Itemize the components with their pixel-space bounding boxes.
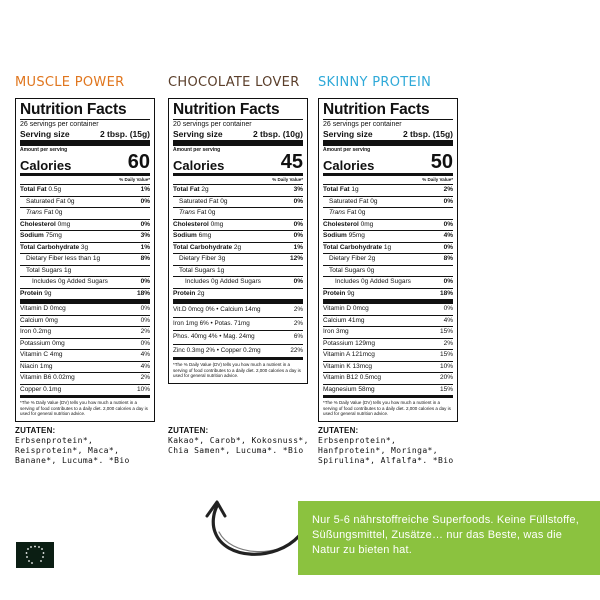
nutrient-row: Sodium 6mg 0%	[173, 231, 303, 243]
serving-size-value: 2 tbsp. (15g)	[402, 129, 453, 139]
nutrient-row: Saturated Fat 0g 0%	[173, 197, 303, 209]
vitamin-row: Phos. 40mg 4% • Mag. 24mg 6%	[173, 331, 303, 345]
vitamin-row: Iron 0.2mg 2%	[20, 327, 150, 339]
nutrient-row: Total Sugars 0g	[323, 266, 453, 278]
ingredients-text-chocolate: Kakao*, Carob*, Kokosnuss*, Chia Samen*, Lucuma*. *Bio	[168, 436, 309, 455]
vitamin-row: Vitamin B6 0.02mg 2%	[20, 373, 150, 385]
nutrient-row: Cholesterol 0mg 0%	[323, 220, 453, 232]
footnote: *The % Daily Value (DV) tells you how much a nutrient in a serving of food contributes to a daily diet. 2,000 calories a day is used for general nutrition advice.	[173, 357, 303, 379]
nutrient-row: Total Sugars 1g	[173, 266, 303, 278]
daily-value-header: % Daily Value*	[323, 176, 453, 185]
nutrient-row: Dietary Fiber 2g 8%	[323, 254, 453, 266]
vitamin-row: Vitamin C 4mg 4%	[20, 350, 150, 362]
vitamin-row: Iron 1mg 6% • Potas. 71mg 2%	[173, 318, 303, 332]
vitamin-row: Potassium 0mg 0%	[20, 339, 150, 351]
nutrient-row: Includes 0g Added Sugars 0%	[20, 277, 150, 289]
vitamin-row: Vitamin K 13mcg 10%	[323, 362, 453, 374]
superfoods-callout: Nur 5-6 nährstoffreiche Superfoods. Keine Füllstoffe, Süßungsmittel, Zusätze… nur das Beste, was die Natur zu bieten hat.	[298, 501, 600, 575]
vitamin-row: Calcium 41mg 4%	[323, 316, 453, 328]
nutrient-row: Total Carbohydrate 3g 1%	[20, 243, 150, 255]
nf-title: Nutrition Facts	[20, 101, 127, 118]
serving-size-label: Serving size	[20, 129, 70, 139]
nutrient-row: Saturated Fat 0g 0%	[20, 197, 150, 209]
nutrient-row: Cholesterol 0mg 0%	[20, 220, 150, 232]
nutrient-row: Trans Fat 0g	[173, 208, 303, 220]
calories-row	[20, 153, 150, 176]
eu-organic-leaf-logo	[16, 542, 54, 568]
ingredients-heading-chocolate: ZUTATEN:	[168, 426, 209, 435]
nutrition-label-chocolate-lover	[168, 98, 308, 384]
nutrition-label-muscle-power	[15, 98, 155, 422]
vitamin-row: Vitamin A 121mcg 15%	[323, 350, 453, 362]
serving-size-value: 2 tbsp. (10g)	[252, 129, 303, 139]
ingredients-heading-skinny: ZUTATEN:	[318, 426, 359, 435]
amount-per-serving: Amount per serving	[20, 147, 68, 153]
nutrient-row: Total Carbohydrate 2g 1%	[173, 243, 303, 255]
servings-per-container: 26 servings per container	[20, 119, 150, 129]
curved-arrow-icon	[195, 492, 305, 564]
vitamin-row: Vitamin D 0mcg 0%	[20, 304, 150, 316]
vitamin-row: Magnesium 58mg 15%	[323, 385, 453, 393]
vitamin-row: Copper 0.1mg 10%	[20, 385, 150, 393]
amount-per-serving: Amount per serving	[323, 147, 371, 153]
calories-value: 45	[280, 151, 303, 173]
calories-row	[173, 153, 303, 176]
nutrient-row: Protein 2g	[173, 289, 303, 305]
footnote: *The % Daily Value (DV) tells you how much a nutrient in a serving of food contributes to a daily diet. 2,000 calories a day is used for general nutrition advice.	[20, 395, 150, 417]
calories-label: Calories	[173, 158, 225, 173]
nutrition-label-skinny-protein	[318, 98, 458, 422]
product-title-skinny-protein: SKINNY PROTEIN	[318, 75, 432, 90]
nutrient-row: Trans Fat 0g	[20, 208, 150, 220]
vitamin-row: Niacin 1mg 4%	[20, 362, 150, 374]
calories-value: 50	[430, 151, 453, 173]
nutrient-row: Dietary Fiber 3g 12%	[173, 254, 303, 266]
vitamin-row: Zinc 0.3mg 2% • Copper 0.2mg 22%	[173, 346, 303, 354]
serving-size-value: 2 tbsp. (15g)	[99, 129, 150, 139]
vitamin-row: Vitamin D 0mcg 0%	[323, 304, 453, 316]
servings-per-container: 26 servings per container	[323, 119, 453, 129]
nutrient-row: Total Sugars 1g	[20, 266, 150, 278]
nutrient-row: Total Fat 1g 2%	[323, 185, 453, 197]
servings-per-container: 20 servings per container	[173, 119, 303, 129]
nutrient-row: Dietary Fiber less than 1g 8%	[20, 254, 150, 266]
calories-label: Calories	[323, 158, 375, 173]
daily-value-header: % Daily Value*	[20, 176, 150, 185]
nutrient-row: Trans Fat 0g	[323, 208, 453, 220]
serving-size-row	[323, 129, 453, 146]
serving-size-label: Serving size	[323, 129, 373, 139]
serving-size-label: Serving size	[173, 129, 223, 139]
nutrient-row: Includes 0g Added Sugars 0%	[173, 277, 303, 289]
vitamin-row: Calcium 0mg 0%	[20, 316, 150, 328]
vitamin-row: Vit.D 0mcg 0% • Calcium 14mg 2%	[173, 304, 303, 318]
product-title-muscle-power: MUSCLE POWER	[15, 75, 125, 90]
nutrient-row: Total Fat 2g 3%	[173, 185, 303, 197]
ingredients-text-skinny: Erbsenprotein*, Hanfprotein*, Moringa*, Spirulina*, Alfalfa*. *Bio	[318, 436, 454, 465]
leaf-stars-icon	[16, 542, 54, 568]
nutrient-row: Sodium 75mg 3%	[20, 231, 150, 243]
ingredients-text-muscle: Erbsenprotein*, Reisprotein*, Maca*, Banane*, Lucuma*. *Bio	[15, 436, 130, 465]
footnote: *The % Daily Value (DV) tells you how much a nutrient in a serving of food contributes to a daily diet. 2,000 calories a day is used for general nutrition advice.	[323, 395, 453, 417]
vitamin-row: Iron 3mg 15%	[323, 327, 453, 339]
nf-title: Nutrition Facts	[323, 101, 430, 118]
nutrient-row: Total Fat 0.5g 1%	[20, 185, 150, 197]
calories-label: Calories	[20, 158, 72, 173]
nutrient-row: Protein 9g 18%	[20, 289, 150, 305]
nutrient-row: Protein 9g 18%	[323, 289, 453, 305]
daily-value-header: % Daily Value*	[173, 176, 303, 185]
nutrient-row: Includes 0g Added Sugars 0%	[323, 277, 453, 289]
serving-size-row	[20, 129, 150, 146]
amount-per-serving: Amount per serving	[173, 147, 221, 153]
nutrient-row: Cholesterol 0mg 0%	[173, 220, 303, 232]
ingredients-heading-muscle: ZUTATEN:	[15, 426, 56, 435]
calories-row	[323, 153, 453, 176]
vitamin-row: Potassium 129mg 2%	[323, 339, 453, 351]
vitamin-row: Vitamin B12 0.5mcg 20%	[323, 373, 453, 385]
product-title-chocolate-lover: CHOCOLATE LOVER	[168, 75, 300, 90]
nutrient-row: Total Carbohydrate 1g 0%	[323, 243, 453, 255]
nutrient-row: Saturated Fat 0g 0%	[323, 197, 453, 209]
calories-value: 60	[127, 151, 150, 173]
nf-title: Nutrition Facts	[173, 101, 280, 118]
nutrient-row: Sodium 95mg 4%	[323, 231, 453, 243]
serving-size-row	[173, 129, 303, 146]
